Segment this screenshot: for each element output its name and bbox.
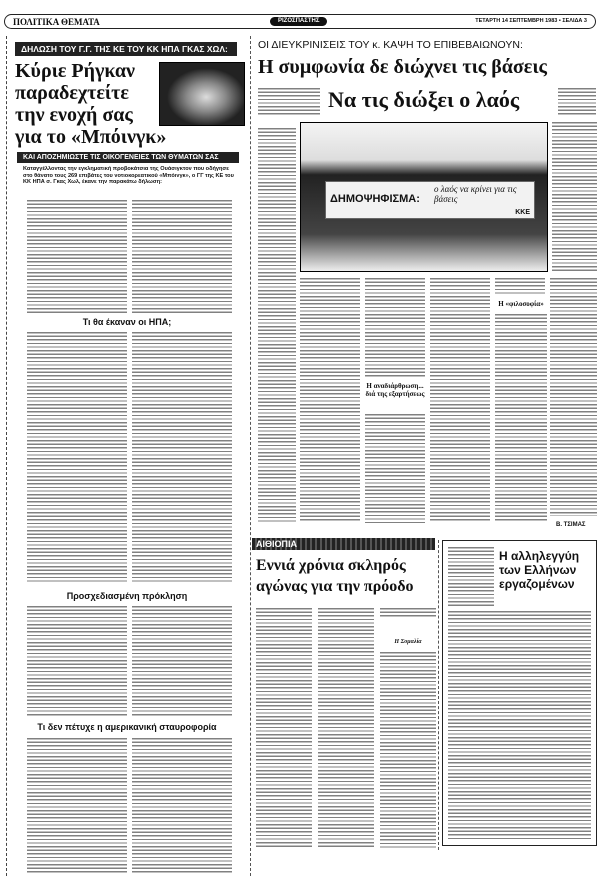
body-text-column [132, 606, 232, 716]
newspaper-name: ΡΙΖΟΣΠΑΣΤΗΣ [270, 17, 327, 26]
column-divider [438, 540, 439, 850]
body-text-column [448, 611, 591, 839]
byline: Β. ΤΣΙΜΑΣ [556, 522, 586, 528]
body-text-column [380, 608, 436, 618]
headline-line: εργαζομένων [499, 577, 575, 591]
headline-line: Εννιά χρόνια σκληρός [256, 557, 406, 574]
main-kicker: ΟΙ ΔΙΕΥΚΡΙΝΙΣΕΙΣ ΤΟΥ κ. ΚΑΨΗ ΤΟ ΕΠΙΒΕΒΑΙΩΝΟΥΝ: [258, 39, 523, 51]
body-text-column [132, 332, 232, 582]
headline-line: των Ελλήνων [499, 563, 577, 577]
headline-line: την ενοχή σας [15, 104, 133, 126]
headline [15, 60, 166, 148]
body-text-column [300, 278, 360, 523]
body-text-column [258, 88, 320, 116]
subhead: Τι θα έκαναν οι ΗΠΑ; [82, 317, 172, 327]
date-page: ΤΕΤΑΡΤΗ 14 ΣΕΠΤΕΜΒΡΗ 1983 • ΣΕΛΙΔΑ 3 [475, 18, 587, 24]
banner-handwriting: ο λαός να κρίνει για τις βάσεις [434, 184, 517, 204]
left-article [6, 36, 246, 876]
headline-line: Η αλληλεγγύη [499, 549, 580, 563]
headline-line: παραδεχτείτε [15, 82, 129, 104]
body-text-column [448, 547, 494, 607]
body-text-column [27, 200, 127, 314]
subhead: Τι δεν πέτυχε η αμερικανική σταυροφορία [37, 722, 217, 732]
body-text-column [495, 314, 547, 523]
body-text-column [558, 88, 596, 116]
headline-line: αγώνας για την πρόοδο [256, 578, 414, 595]
section-title: ΠΟΛΙΤΙΚΑ ΘΕΜΑΤΑ [13, 17, 100, 27]
body-text-column [380, 652, 436, 848]
protest-banner [325, 181, 535, 219]
body-text-column [258, 128, 296, 523]
subhead: Η «φιλοσοφία» [498, 300, 544, 308]
deck-banner: ΚΑΙ ΑΠΟΖΗΜΙΩΣΤΕ ΤΙΣ ΟΙΚΟΓΕΝΕΙΕΣ ΤΩΝ ΘΥΜΑΤΩΝ ΣΑΣ [17, 152, 239, 163]
body-text-column [430, 278, 490, 523]
subhead: Προσχεδιασμένη πρόκληση [66, 591, 188, 601]
protest-photo [300, 122, 548, 272]
page-header [4, 14, 596, 29]
main-headline: Η συμφωνία δε διώχνει τις βάσεις [258, 56, 547, 78]
column-divider [250, 36, 251, 876]
ethiopia-headline [256, 555, 436, 597]
body-text-column [27, 738, 127, 873]
body-text-column [495, 278, 545, 296]
body-text-column [552, 122, 597, 272]
banner-org: ΚΚΕ [515, 209, 530, 216]
body-text-column [365, 278, 425, 378]
body-text-column [365, 414, 425, 523]
body-text-column [256, 608, 312, 848]
body-text-column [27, 606, 127, 716]
lede: Καταγγέλλοντας την εγκληματική προβοκάτσια της Ουάσιγκτον που οδήγησε στο θάνατο τους 269 επιβάτες του νοτιοκορεατικού «Μπόινγκ», ο ΓΓ της ΚΕ του ΚΚ ΗΠΑ σ. Γκας Χωλ, έκανε την παρακάτω δήλωση: [23, 166, 234, 186]
subhead: Η Σομαλία [394, 639, 422, 645]
headline-line: Κύριε Ρήγκαν [15, 60, 135, 82]
section-banner-ethiopia: ΑΙΘΙΟΠΙΑ [252, 538, 435, 550]
box-headline [499, 549, 593, 591]
main-headline-2: Να τις διώξει ο λαός [328, 87, 520, 112]
headline-line: για το «Μπόινγκ» [15, 126, 167, 148]
body-text-column [132, 738, 232, 873]
body-text-column [550, 278, 597, 516]
body-text-column [318, 608, 374, 848]
subhead: Η αναδιάρθρωση... διά της εξαρτήσεως [365, 382, 425, 398]
kicker-banner: ΔΗΛΩΣΗ ΤΟΥ Γ.Γ. ΤΗΣ ΚΕ ΤΟΥ ΚΚ ΗΠΑ ΓΚΑΣ ΧΩΛ: [15, 42, 237, 56]
body-text-column [27, 332, 127, 582]
body-text-column [132, 200, 232, 314]
solidarity-box [442, 540, 597, 846]
banner-text: ΔΗΜΟΨΗΦΙΣΜΑ: [330, 193, 420, 205]
portrait-photo [159, 62, 245, 126]
